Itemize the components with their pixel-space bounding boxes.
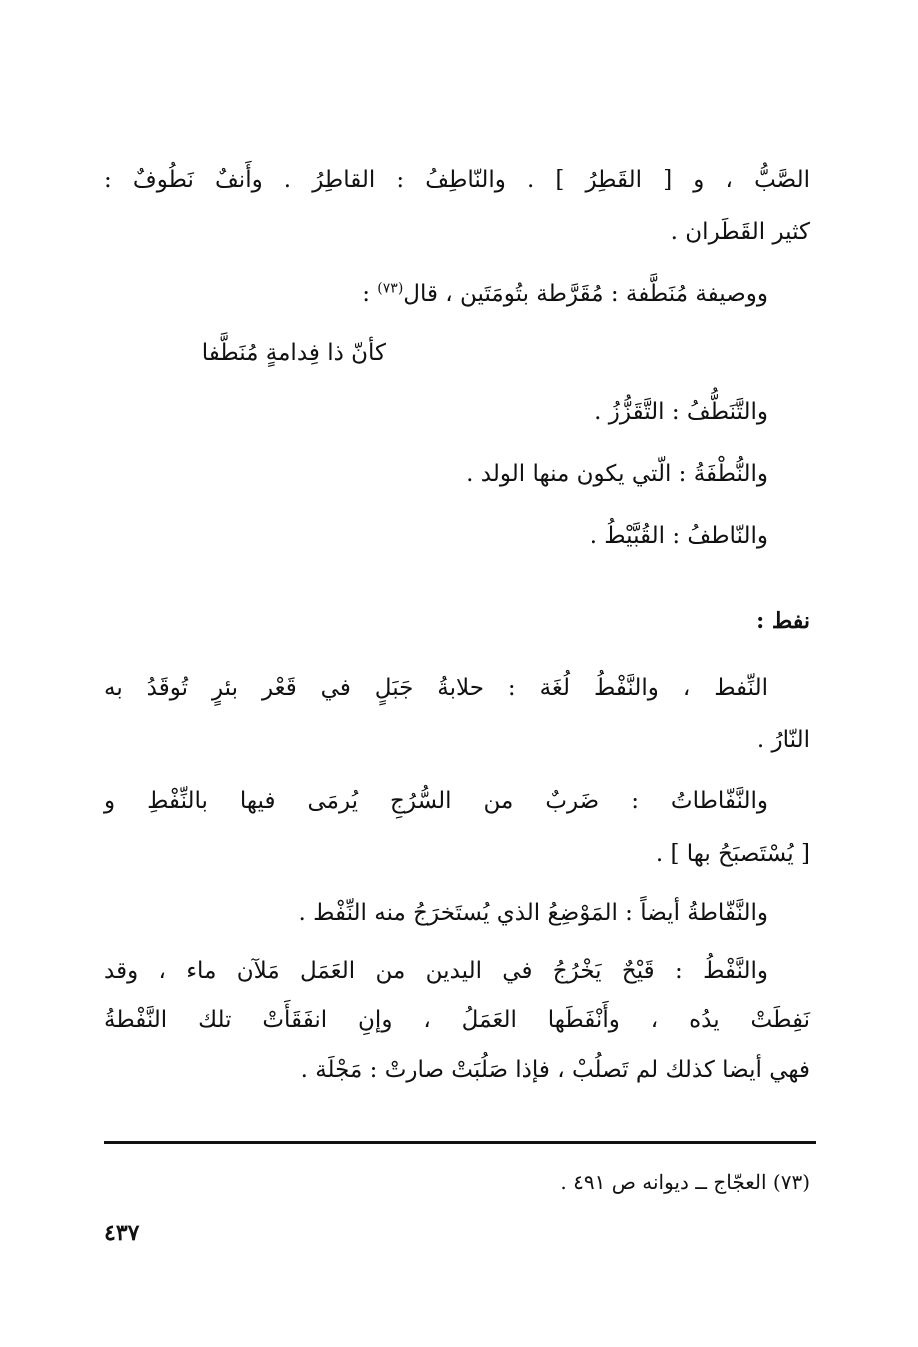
text-line-3-body: ووصيفة مُنَطَّفة : مُقَرَّطة بتُومَتَين ، قال — [403, 281, 768, 307]
text-line-10: والنَّفّاطاتُ : ضَربٌ من السُّرُجِ يُرمَى فيها بالنِّفْطِ و — [104, 788, 768, 814]
text-line-14: نَفِطَتْ يدُه ، وأَنْفَطَها العَمَلُ ، وإنِ انفَقَأَتْ تلك النَّفْطةُ — [104, 1007, 810, 1033]
text-line-11: [ يُسْتَصبَحُ بها ] . — [655, 841, 810, 867]
text-line-8: النِّفط ، والنَّفْطُ لُغَة : حلابةُ جَبَلٍ في قَعْر بئرٍ تُوقَدُ به — [104, 675, 768, 701]
entry-heading: نفط : — [756, 608, 810, 634]
footnote: (٧٣) العجّاج ــ ديوانه ص ٤٩١ . — [560, 1170, 810, 1194]
text-line-7: والنّاطفُ : القُبَّيْطُ . — [589, 523, 768, 549]
text-line-3 — [362, 278, 768, 310]
text-line-12: والنَّفّاطةُ أيضاً : المَوْضِعُ الذي يُستَخرَجُ منه النِّفْط . — [298, 900, 768, 926]
text-line-15: فهي أيضا كذلك لم تَصلُبْ ، فإذا صَلُبَتْ صارتْ : مَجْلَة . — [300, 1057, 810, 1083]
text-line-6: والنُّطْفَةُ : الّتي يكون منها الولد . — [466, 461, 768, 487]
text-line-5: والتَّنَطُّفُ : التَّقَزُّزُ . — [594, 399, 768, 425]
text-line-2: كثير القَطَران . — [670, 219, 810, 245]
text-line-1: الصَّبُّ ، و [ القَطِرُ ] . والنّاطِفُ : القاطِرُ . وأَنفٌ نَطُوفٌ : — [104, 167, 810, 193]
poetry-verse: كأنّ ذا فِدامةٍ مُنَطَّفا — [201, 340, 386, 366]
text-line-13: والنَّفْطُ : قَيْحٌ يَخْرُجُ في اليدين من العَمَل مَلآن ماء ، وقد — [104, 958, 768, 984]
page-number: ٤٣٧ — [104, 1220, 140, 1246]
footnote-ref-73: (٧٣) — [377, 280, 404, 297]
footnote-divider — [104, 1141, 816, 1144]
text-line-3-end: : — [362, 281, 378, 307]
text-line-9: النّارُ . — [756, 727, 810, 753]
